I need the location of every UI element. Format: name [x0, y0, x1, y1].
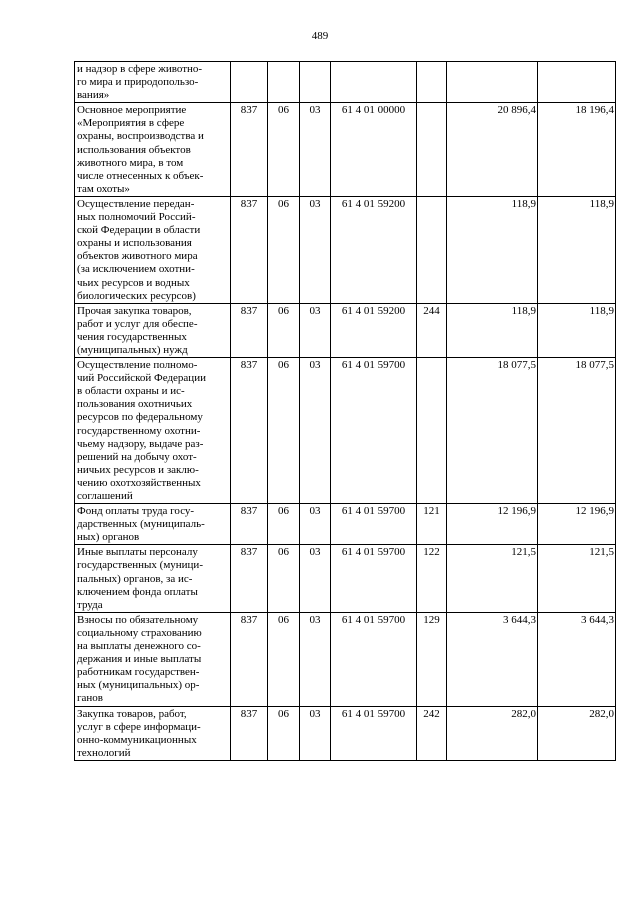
amount-year-2: 18 196,4 — [538, 103, 616, 197]
amount-year-1: 118,9 — [447, 303, 538, 357]
ministry-code: 837 — [231, 612, 268, 706]
row-name: Осуществление полномо- чий Российской Федерации в области охраны и ис- пользования охотничьих ресурсов по федеральному государственному охотни- чьему надзору, выдаче раз- решений на добычу охот- ничьих ресурсов и заклю- чению охотхозяйственных соглашений — [75, 358, 231, 504]
ministry-code — [231, 62, 268, 103]
amount-year-1: 118,9 — [447, 196, 538, 303]
amount-year-1 — [447, 62, 538, 103]
subsection-code: 03 — [300, 103, 331, 197]
table-row — [75, 358, 616, 504]
page-number: 489 — [311, 30, 329, 42]
ministry-code: 837 — [231, 504, 268, 545]
row-name: Закупка товаров, работ, услуг в сфере информаци- онно-коммуникационных технологий — [75, 706, 231, 760]
target-code: 61 4 01 59700 — [331, 545, 417, 612]
section-code: 06 — [268, 504, 300, 545]
subsection-code — [300, 62, 331, 103]
expense-type-code — [417, 358, 447, 504]
ministry-code: 837 — [231, 706, 268, 760]
target-code — [331, 62, 417, 103]
table-row — [75, 103, 616, 197]
row-name: Осуществление передан- ных полномочий Россий- ской Федерации в области охраны и использования объектов животного мира (за исключением охотни- чьих ресурсов и водных биологических ресурсов) — [75, 196, 231, 303]
subsection-code: 03 — [300, 196, 331, 303]
row-name: и надзор в сфере животно- го мира и природопользо- вания» — [75, 62, 231, 103]
amount-year-1: 18 077,5 — [447, 358, 538, 504]
target-code: 61 4 01 59200 — [331, 196, 417, 303]
ministry-code: 837 — [231, 358, 268, 504]
amount-year-2: 18 077,5 — [538, 358, 616, 504]
amount-year-1: 12 196,9 — [447, 504, 538, 545]
amount-year-1: 20 896,4 — [447, 103, 538, 197]
section-code: 06 — [268, 706, 300, 760]
row-name: Фонд оплаты труда госу- дарственных (муниципаль- ных) органов — [75, 504, 231, 545]
ministry-code: 837 — [231, 303, 268, 357]
ministry-code: 837 — [231, 103, 268, 197]
expense-type-code: 242 — [417, 706, 447, 760]
target-code: 61 4 01 59200 — [331, 303, 417, 357]
amount-year-2: 121,5 — [538, 545, 616, 612]
ministry-code: 837 — [231, 545, 268, 612]
section-code — [268, 62, 300, 103]
amount-year-2: 118,9 — [538, 303, 616, 357]
section-code: 06 — [268, 103, 300, 197]
target-code: 61 4 01 00000 — [331, 103, 417, 197]
table-row — [75, 196, 616, 303]
expense-type-code: 244 — [417, 303, 447, 357]
row-name: Прочая закупка товаров, работ и услуг для обеспе- чения государственных (муниципальных) нужд — [75, 303, 231, 357]
amount-year-1: 3 644,3 — [447, 612, 538, 706]
amount-year-1: 282,0 — [447, 706, 538, 760]
row-name: Иные выплаты персоналу государственных (муници- пальных) органов, за ис- ключением фонда оплаты труда — [75, 545, 231, 612]
amount-year-2: 282,0 — [538, 706, 616, 760]
target-code: 61 4 01 59700 — [331, 358, 417, 504]
expense-type-code: 121 — [417, 504, 447, 545]
table-row — [75, 706, 616, 760]
subsection-code: 03 — [300, 303, 331, 357]
subsection-code: 03 — [300, 706, 331, 760]
section-code: 06 — [268, 303, 300, 357]
subsection-code: 03 — [300, 504, 331, 545]
expense-type-code: 122 — [417, 545, 447, 612]
section-code: 06 — [268, 358, 300, 504]
amount-year-1: 121,5 — [447, 545, 538, 612]
table-row — [75, 62, 616, 103]
expense-type-code — [417, 196, 447, 303]
budget-table — [74, 61, 616, 761]
subsection-code: 03 — [300, 545, 331, 612]
amount-year-2: 3 644,3 — [538, 612, 616, 706]
table-row — [75, 504, 616, 545]
table-row — [75, 612, 616, 706]
target-code: 61 4 01 59700 — [331, 504, 417, 545]
target-code: 61 4 01 59700 — [331, 706, 417, 760]
subsection-code: 03 — [300, 612, 331, 706]
row-name: Основное мероприятие «Мероприятия в сфере охраны, воспроизводства и использования объектов животного мира, в том числе отнесенных к объек- там охоты» — [75, 103, 231, 197]
row-name: Взносы по обязательному социальному страхованию на выплаты денежного со- держания и иные выплаты работникам государствен- ных (муниципальных) ор- ганов — [75, 612, 231, 706]
section-code: 06 — [268, 545, 300, 612]
section-code: 06 — [268, 196, 300, 303]
target-code: 61 4 01 59700 — [331, 612, 417, 706]
table-row — [75, 545, 616, 612]
ministry-code: 837 — [231, 196, 268, 303]
expense-type-code: 129 — [417, 612, 447, 706]
amount-year-2: 118,9 — [538, 196, 616, 303]
subsection-code: 03 — [300, 358, 331, 504]
amount-year-2: 12 196,9 — [538, 504, 616, 545]
expense-type-code — [417, 103, 447, 197]
section-code: 06 — [268, 612, 300, 706]
table-row — [75, 303, 616, 357]
expense-type-code — [417, 62, 447, 103]
amount-year-2 — [538, 62, 616, 103]
